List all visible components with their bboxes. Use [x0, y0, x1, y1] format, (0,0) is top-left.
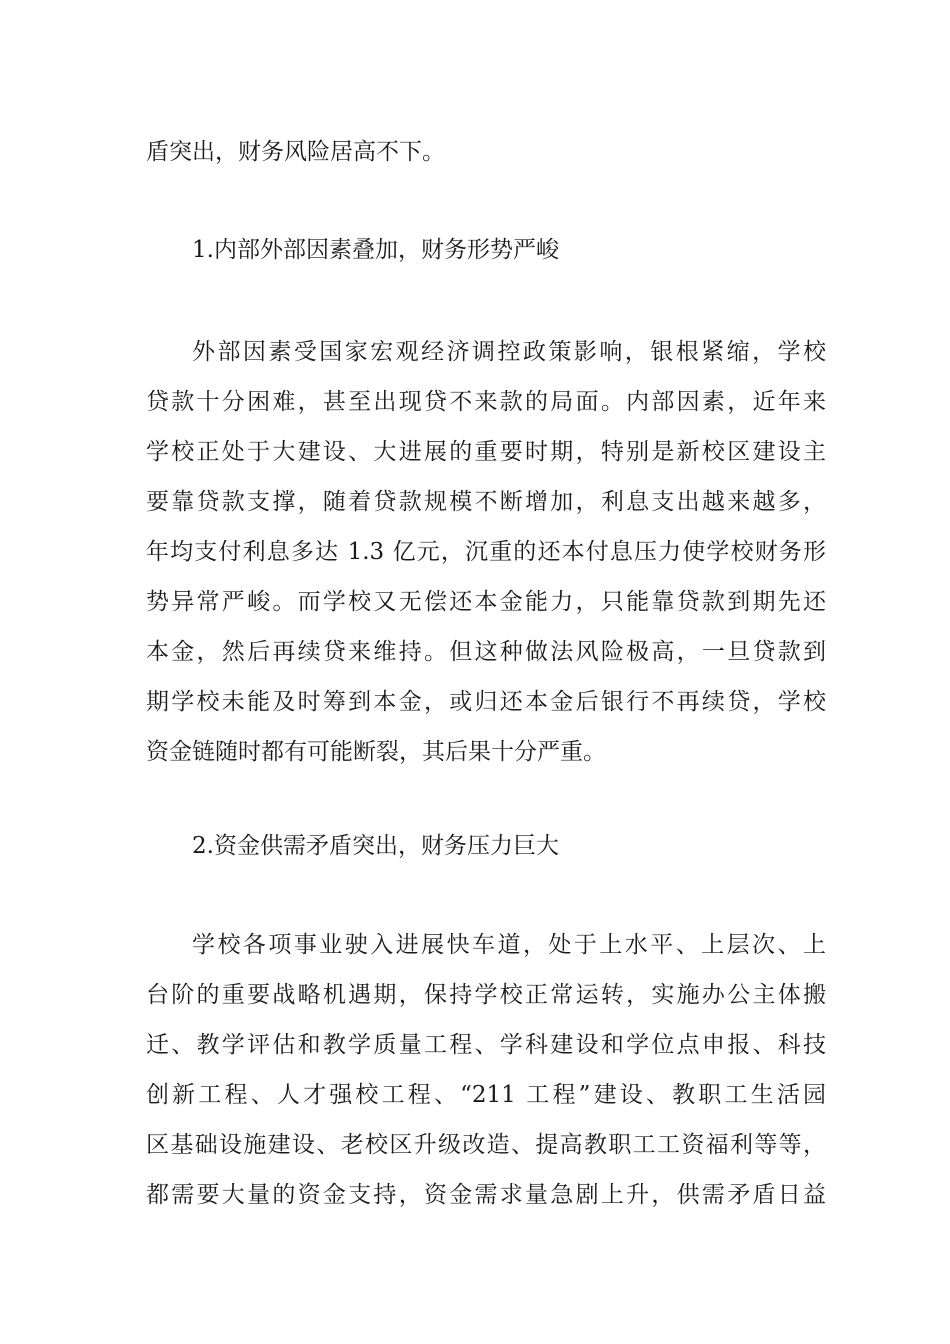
text-line: 要靠贷款支撑，随着贷款规模不断增加，利息支出越来越多， [146, 489, 826, 515]
text-line: 学校各项事业驶入进展快车道，处于上水平、上层次、上 [192, 932, 826, 958]
text-line: 盾突出，财务风险居高不下。 [146, 139, 445, 165]
opening-paragraph [146, 127, 826, 177]
text-line: 台阶的重要战略机遇期，保持学校正常运转，实施办公主体搬 [146, 982, 826, 1008]
text-line: 势异常严峻。而学校又无偿还本金能力，只能靠贷款到期先还 [146, 589, 826, 615]
heading-text: 2.资金供需矛盾突出，财务压力巨大 [192, 833, 559, 859]
text-line: 创新工程、人才强校工程、“211 工程”建设、教职工生活园 [146, 1082, 826, 1108]
text-line: 学校正处于大建设、大进展的重要时期，特别是新校区建设主 [146, 439, 826, 465]
section-heading-2 [146, 821, 826, 871]
section-heading-1 [146, 225, 826, 275]
text-line: 期学校未能及时筹到本金，或归还本金后银行不再续贷，学校 [146, 689, 826, 715]
text-line: 外部因素受国家宏观经济调控政策影响，银根紧缩，学校 [192, 339, 826, 365]
text-line: 资金链随时都有可能断裂，其后果十分严重。 [146, 739, 606, 765]
text-line: 年均支付利息多达 1.3 亿元，沉重的还本付息压力使学校财务形 [146, 539, 826, 565]
text-line: 本金，然后再续贷来维持。但这种做法风险极高，一旦贷款到 [146, 639, 826, 665]
heading-text: 1.内部外部因素叠加，财务形势严峻 [192, 237, 559, 263]
text-line: 都需要大量的资金支持，资金需求量急剧上升，供需矛盾日益 [146, 1182, 826, 1208]
text-line: 贷款十分困难，甚至出现贷不来款的局面。内部因素，近年来 [146, 389, 826, 415]
paragraph-1 [146, 327, 826, 777]
text-line: 迁、教学评估和教学质量工程、学科建设和学位点申报、科技 [146, 1032, 826, 1058]
text-line: 区基础设施建设、老校区升级改造、提高教职工工资福利等等， [146, 1132, 826, 1158]
paragraph-2 [146, 920, 826, 1220]
